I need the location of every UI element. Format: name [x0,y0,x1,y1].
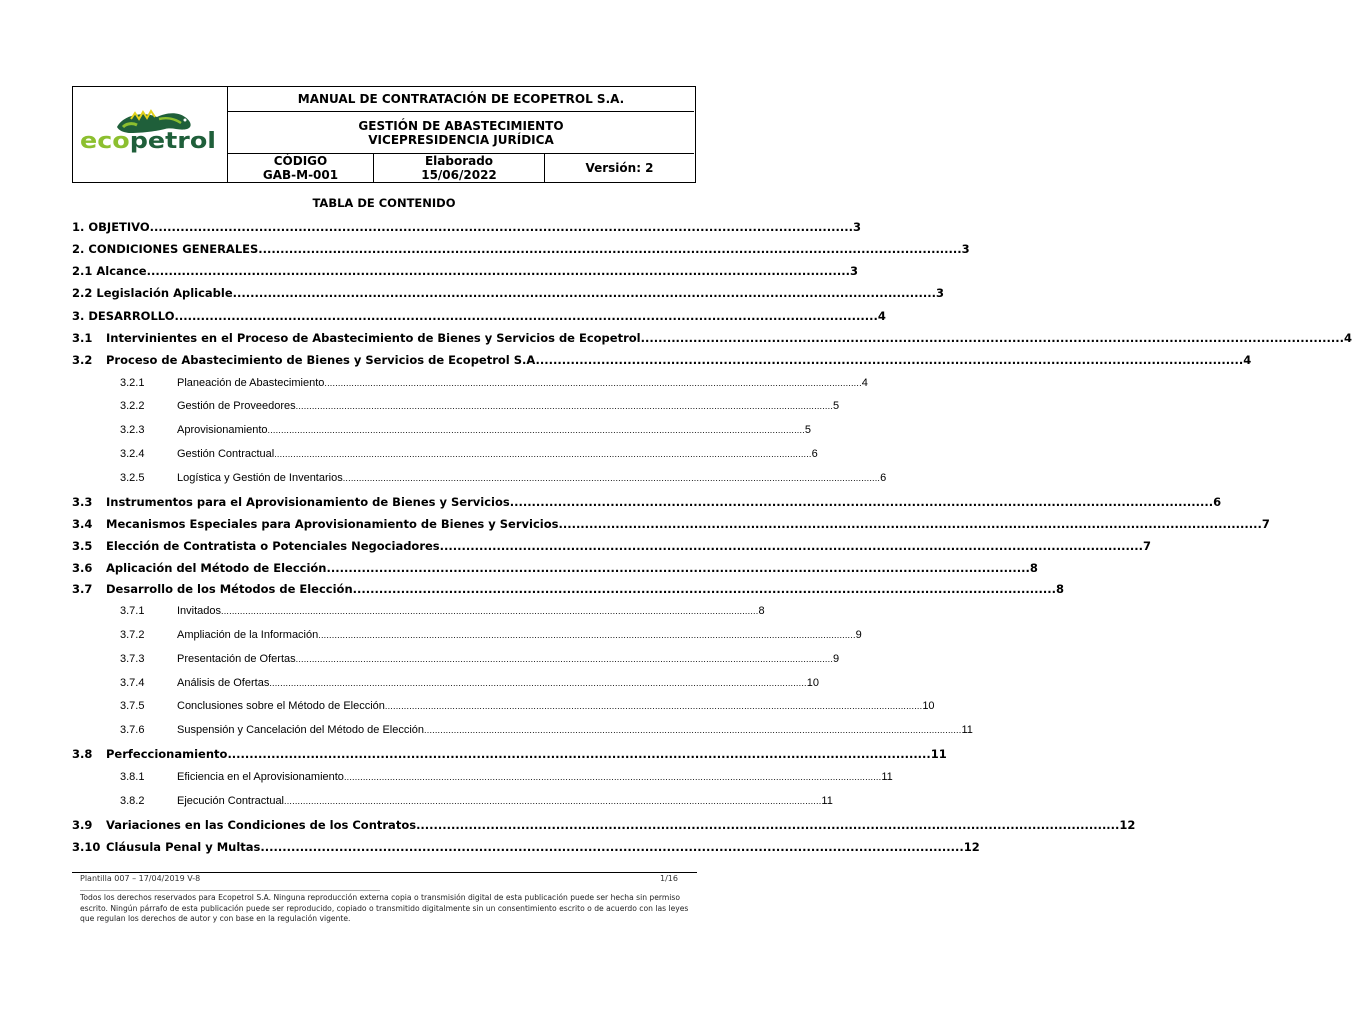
toc-entry-text: Gestión Contractual [177,448,275,460]
toc-entry-number: 3.10 [72,840,101,854]
toc-entry-page: 4 [1343,331,1352,345]
toc-entry-text: Análisis de Ofertas [177,677,270,689]
version-cell [545,154,694,182]
toc-entry-page: 11 [881,771,893,783]
toc-entry[interactable] [72,700,935,712]
leader-dots: ....................................................................................................................................................................................................... [343,772,882,782]
toc-entry-text: Ampliación de la Información [177,629,319,641]
toc-entry[interactable] [72,264,858,278]
toc-entry-page: 11 [961,724,973,736]
toc-entry[interactable] [72,472,887,484]
toc-entry[interactable] [72,495,1222,509]
leader-dots: ....................................................................................................................................................................................................... [269,678,807,688]
toc-entry-number: 3.2.2 [120,400,145,412]
footer-divider [72,872,697,873]
toc-entry-number: 3.2.4 [120,448,145,460]
toc-entry[interactable] [72,242,970,256]
leader-dots: ................................................................................................................................................................. [227,747,931,761]
toc-entry-text: Aprovisionamiento [177,424,268,436]
toc-entry-number: 3.9 [72,818,93,832]
toc-entry-page: 6 [811,448,818,460]
leader-dots: ................................................................................................................................................................. [352,582,1056,596]
toc-entry-number: 3.5 [72,539,93,553]
toc-entry[interactable] [72,818,1136,832]
toc-entry-text: Presentación de Ofertas [177,653,296,665]
leader-dots: ....................................................................................................................................................................................................... [384,701,923,711]
toc-entry-number: 3.2 [72,353,93,367]
leader-dots: ....................................................................................................................................................................................................... [284,796,822,806]
logo-text: eco petrol [80,129,205,154]
toc-entry[interactable] [72,840,980,854]
leader-dots: ....................................................................................................................................................................................................... [318,630,856,640]
toc-entry-number: 3.7.1 [120,605,145,617]
document-header [72,86,696,183]
toc-entry-number: 3.2.1 [120,377,145,389]
toc-entry-number: 3.7.5 [120,700,145,712]
toc-entry-text: Logística y Gestión de Inventarios [177,472,343,484]
toc-entry-page: 12 [963,840,980,854]
toc-entry-page: 8 [758,605,765,617]
manual-title [228,87,694,112]
toc-entry-text: Eficiencia en el Aprovisionamiento [177,771,344,783]
toc-entry-page: 6 [880,472,887,484]
toc-entry-page: 7 [1143,539,1152,553]
toc-entry-text: Planeación de Abastecimiento [177,377,325,389]
leader-dots: ....................................................................................................................................................................................................... [295,401,834,411]
toc-entry[interactable] [72,220,862,234]
leader-dots: ................................................................................................................................................................. [326,561,1030,575]
toc-entry-number: 3.3 [72,495,93,509]
toc-entry-text: Mecanismos Especiales para Aprovisionamiento de Bienes y Servicios [106,517,559,531]
toc-entry[interactable] [72,795,833,807]
toc-entry[interactable] [72,400,840,412]
subtitle-cell [228,112,694,154]
toc-entry-text: 1. OBJETIVO [72,220,150,234]
toc-entry-page: 3 [936,286,945,300]
toc-entry-text: Aplicación del Método de Elección [106,561,327,575]
toc-entry-text: 3. DESARROLLO [72,309,175,323]
subtitle-line2: VICEPRESIDENCIA JURÍDICA [368,132,554,147]
toc-entry[interactable] [72,677,819,689]
leader-dots: ....................................................................................................................................................................................................... [424,725,962,735]
ecopetrol-logo [73,87,223,182]
toc-entry-number: 3.2.3 [120,424,145,436]
subtitle-line1: GESTIÓN DE ABASTECIMIENTO [358,118,564,133]
toc-entry[interactable] [72,353,1252,367]
toc-entry[interactable] [72,286,945,300]
toc-entry[interactable] [72,653,840,665]
leader-dots: ................................................................................................................................................................. [260,840,964,854]
toc-entry[interactable] [72,424,812,436]
toc-entry-text: Proceso de Abastecimiento de Bienes y Servicios de Ecopetrol S.A. [106,353,540,367]
footer-page-number: 1/16 [660,874,678,883]
elaborado-cell [374,154,545,182]
toc-entry-number: 3.2.5 [120,472,145,484]
toc-entry-number: 3.1 [72,331,93,345]
toc-entry-page: 10 [806,677,819,689]
toc-entry-page: 8 [1029,561,1038,575]
toc-entry-text: Instrumentos para el Aprovisionamiento de Bienes y Servicios [106,495,510,509]
toc-entry-page: 10 [922,700,935,712]
elaborado-value: 15/06/2022 [421,168,497,182]
toc-entry[interactable] [72,309,886,323]
leader-dots: ................................................................................................................................................................. [640,331,1344,345]
manual-title-text: MANUAL DE CONTRATACIÓN DE ECOPETROL S.A. [297,92,625,106]
leader-dots: ....................................................................................................................................................................................................... [267,425,805,435]
toc-entry-text: Conclusiones sobre el Método de Elección [177,700,385,712]
toc-entry-page: 8 [1056,582,1065,596]
codigo-value: GAB-M-001 [262,168,339,182]
leader-dots: ................................................................................................................................................................. [416,818,1120,832]
footer-short-divider [80,890,380,891]
leader-dots: ....................................................................................................................................................................................................... [295,654,834,664]
version-text: Versión: 2 [585,161,654,175]
toc-entry-text: Ejecución Contractual [177,795,285,807]
leader-dots: ................................................................................................................................................................. [558,517,1262,531]
leader-dots: ................................................................................................................................................................. [258,242,962,256]
toc-entry-page: 5 [833,400,840,412]
toc-entry-number: 3.8 [72,747,93,761]
toc-entry-page: 7 [1261,517,1270,531]
toc-entry[interactable] [72,561,1038,575]
leader-dots: ....................................................................................................................................................................................................... [221,606,759,616]
toc-entry-number: 3.7.6 [120,724,145,736]
toc-entry-text: 2.1 Alcance [72,264,147,278]
toc-entry[interactable] [72,747,947,761]
toc-entry-page: 11 [930,747,947,761]
leader-dots: ....................................................................................................................................................................................................... [324,378,862,388]
toc-entry[interactable] [72,582,1065,596]
toc-entry[interactable] [72,331,1352,345]
toc-entry[interactable] [72,605,765,617]
toc-entry-text: Cláusula Penal y Multas [106,840,261,854]
toc-entry[interactable] [72,517,1270,531]
toc-entry-number: 3.4 [72,517,93,531]
toc-entry-text: Perfeccionamiento [106,747,228,761]
toc-entry-number: 3.7.2 [120,629,145,641]
toc-entry-text: 2.2 Legislación Aplicable [72,286,233,300]
toc-entry-text: Gestión de Proveedores [177,400,296,412]
toc-entry[interactable] [72,771,893,783]
codigo-label: CÓDIGO [273,154,328,168]
toc-entry-page: 4 [877,309,886,323]
leader-dots: ....................................................................................................................................................................................................... [342,473,881,483]
toc-entry-page: 4 [861,377,868,389]
leader-dots: ................................................................................................................................................................. [539,353,1244,367]
toc-entry-text: 2. CONDICIONES GENERALES [72,242,259,256]
toc-entry-text: Intervinientes en el Proceso de Abastecimiento de Bienes y Servicios de Ecopetrol [106,331,641,345]
toc-entry-page: 4 [1243,353,1252,367]
toc-entry-page: 11 [821,795,833,807]
toc-title: TABLA DE CONTENIDO [312,196,456,210]
toc-entry-text: Variaciones en las Condiciones de los Contratos [106,818,417,832]
logo-cell [73,87,228,182]
leader-dots: ....................................................................................................................................................................................................... [274,449,812,459]
elaborado-label: Elaborado [424,154,494,168]
toc-entry-number: 3.8.2 [120,795,145,807]
toc-entry-text: Suspensión y Cancelación del Método de Elección [177,724,425,736]
toc-entry-page: 3 [961,242,970,256]
toc-entry[interactable] [72,724,973,736]
leader-dots: ................................................................................................................................................................. [232,286,936,300]
toc-entry-page: 9 [855,629,862,641]
leader-dots: ................................................................................................................................................................. [439,539,1144,553]
toc-entry-number: 3.7.4 [120,677,145,689]
toc-entry-page: 3 [853,220,862,234]
toc-entry-number: 3.8.1 [120,771,145,783]
footer-template: Plantilla 007 – 17/04/2019 V-8 [80,874,201,883]
toc-entry-page: 3 [849,264,858,278]
leader-dots: ................................................................................................................................................................. [146,264,850,278]
toc-entry-page: 9 [833,653,840,665]
toc-entry[interactable] [72,539,1152,553]
toc-entry-number: 3.7.3 [120,653,145,665]
leader-dots: ................................................................................................................................................................. [149,220,854,234]
toc-entry-page: 6 [1213,495,1222,509]
toc-entry-page: 12 [1119,818,1136,832]
toc-entry[interactable] [72,448,818,460]
toc-entry-text: Invitados [177,605,222,617]
leader-dots: ................................................................................................................................................................. [509,495,1214,509]
toc-entry-page: 5 [804,424,812,436]
footer-legal-notice: Todos los derechos reservados para Ecopetrol S.A. Ninguna reproducción externa copia o transmisión digital de esta publicación puede ser hecha sin permiso escrito. Ningún párrafo de esta publicación puede ser reproducido, copiado o transmitido digitalmente sin un consentimiento escrito o de acuerdo con las leyes que regulan los derechos de autor y con base en la regulación vigente. [80,893,689,923]
toc-entry-text: Desarrollo de los Métodos de Elección [106,582,353,596]
toc-entry-number: 3.7 [72,582,93,596]
toc-entry-number: 3.6 [72,561,93,575]
leader-dots: ................................................................................................................................................................. [174,309,878,323]
toc-entry[interactable] [72,629,862,641]
toc-entry-text: Elección de Contratista o Potenciales Negociadores [106,539,440,553]
codigo-cell [228,154,374,182]
toc-entry[interactable] [72,377,868,389]
